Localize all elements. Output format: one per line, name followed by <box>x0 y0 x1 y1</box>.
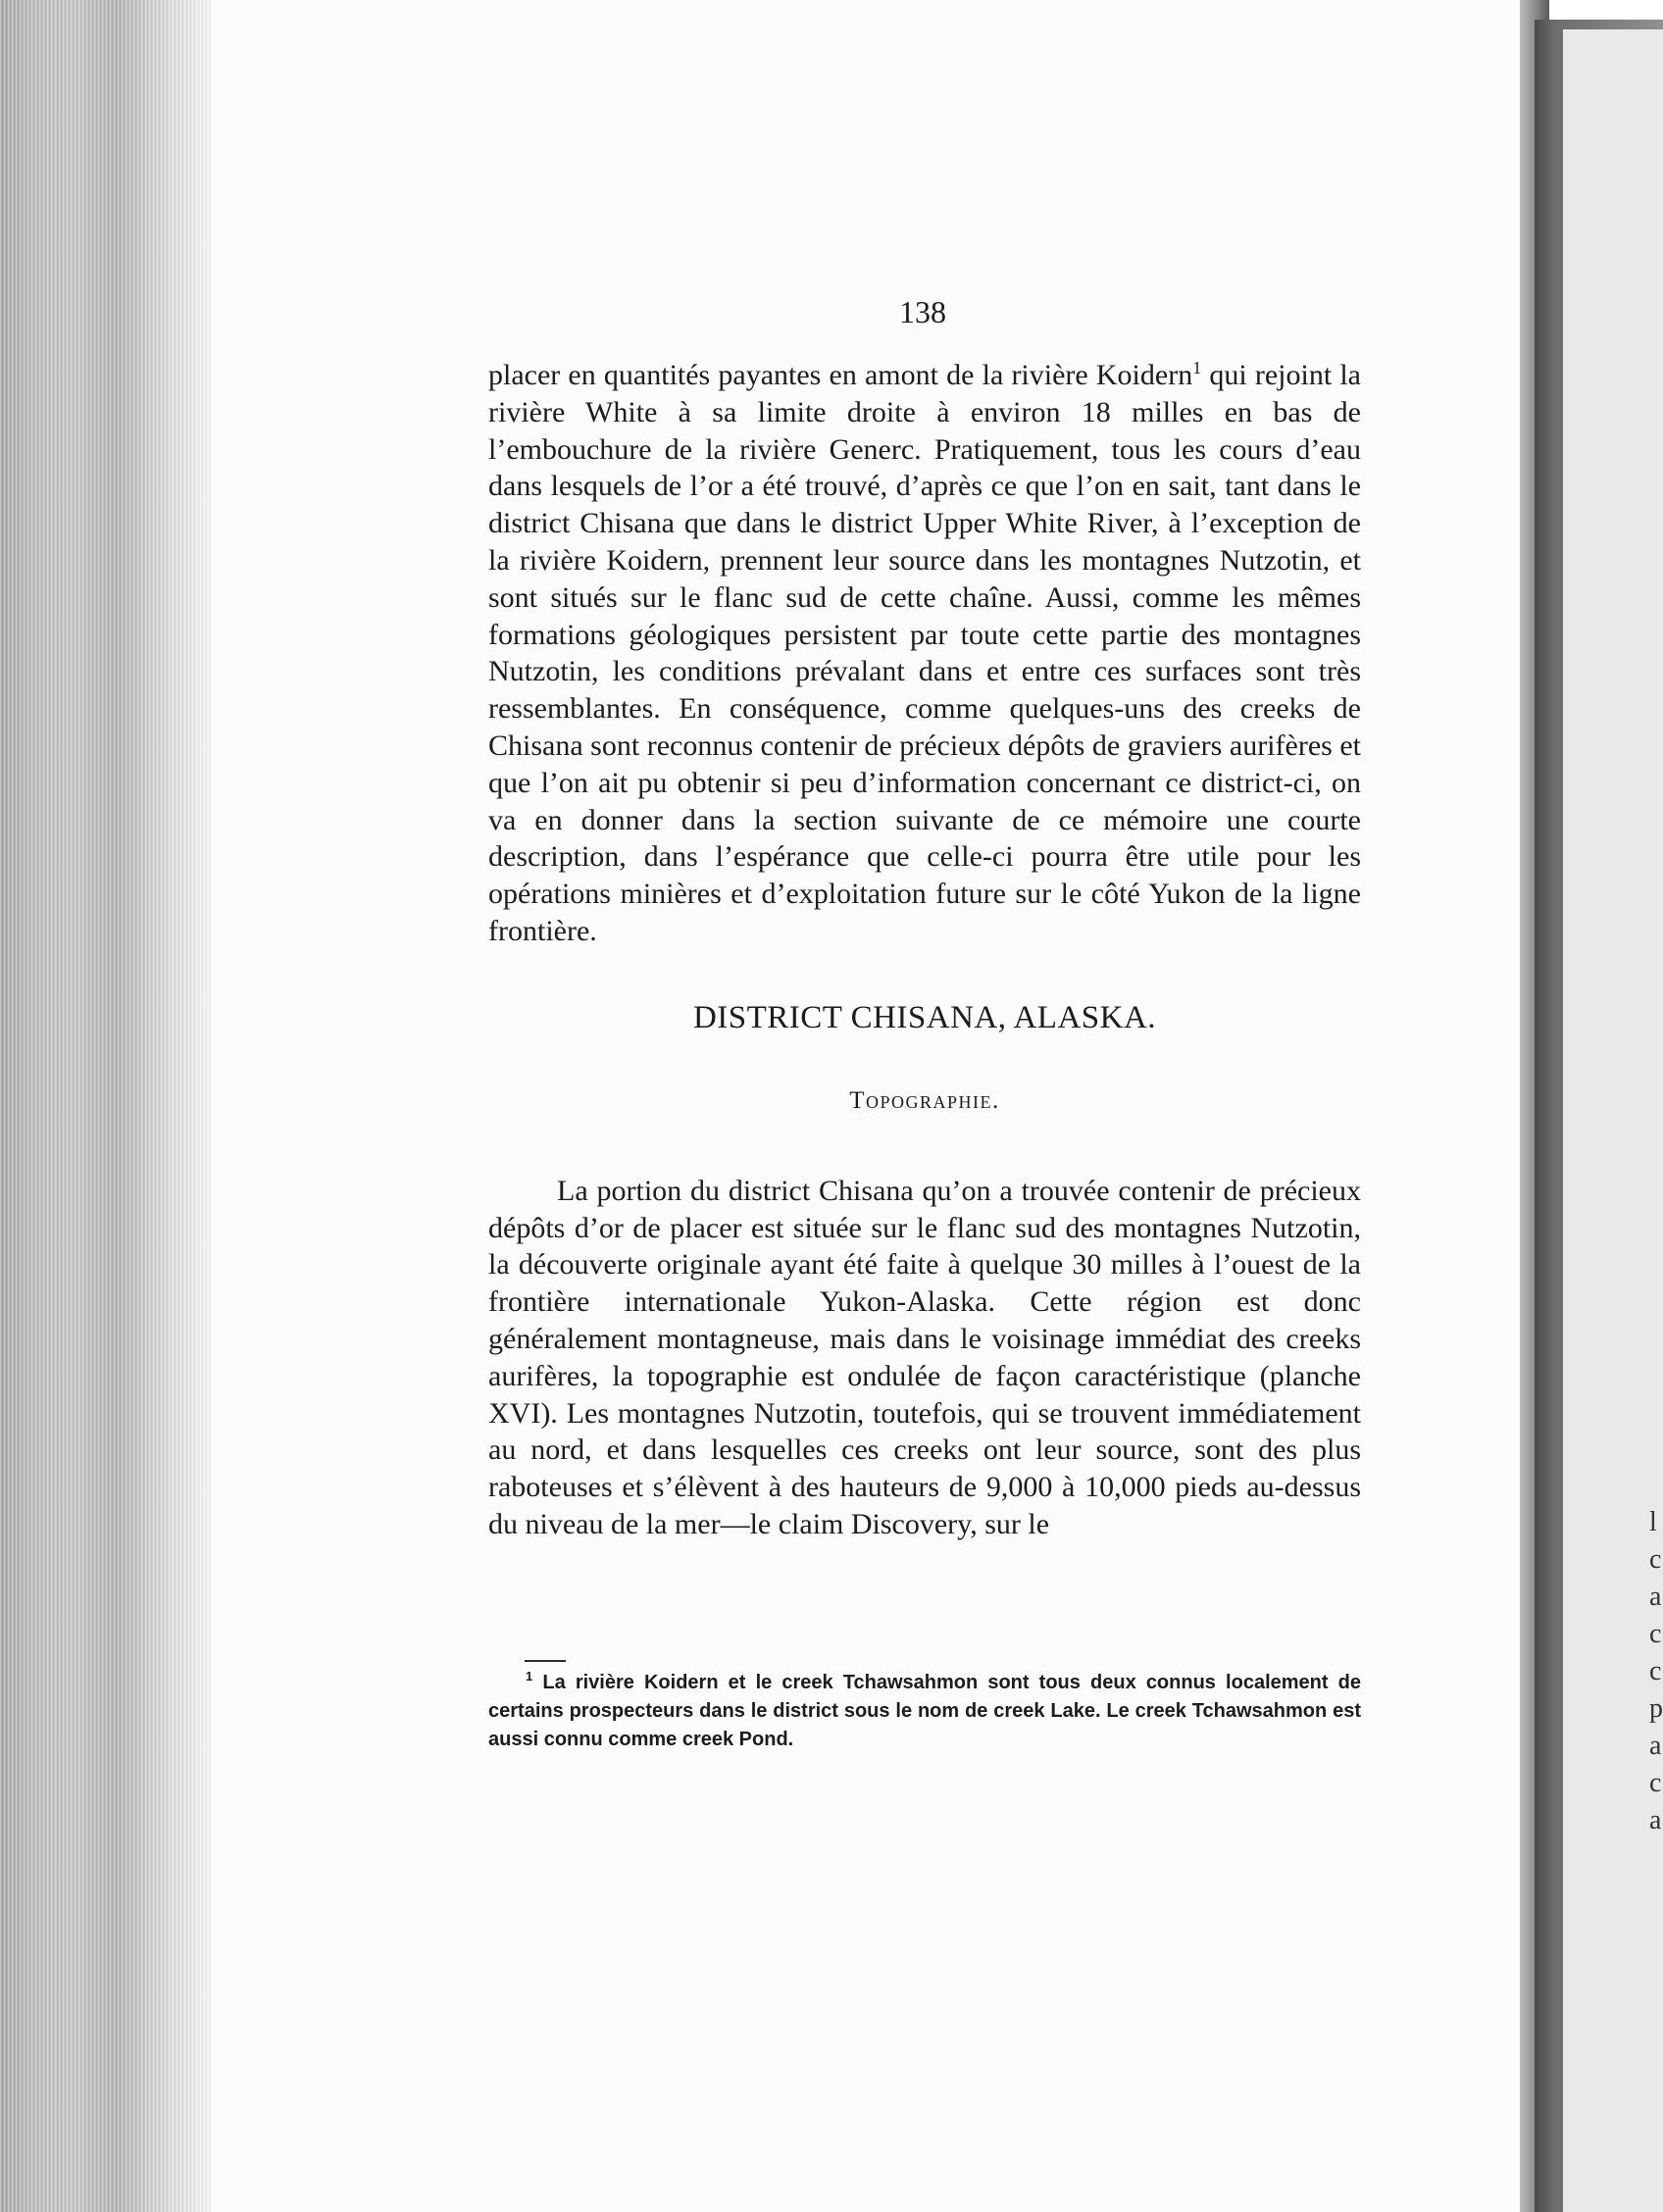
next-page-edge <box>1563 29 1663 2212</box>
paragraph-text: placer en quantités payantes en amont de la rivière Koidern <box>488 359 1193 391</box>
next-page-letter: l <box>1649 1507 1657 1537</box>
footnote-divider <box>525 1660 566 1662</box>
next-page-letter: a <box>1649 1731 1662 1761</box>
next-page-text-fragment <box>1649 1504 1663 1839</box>
next-page-letter: c <box>1649 1656 1662 1686</box>
next-page-letter: c <box>1649 1619 1662 1649</box>
main-text-column <box>488 357 1361 1543</box>
footnote-marker: 1 <box>526 1669 533 1684</box>
next-page-letter: a <box>1649 1805 1662 1835</box>
footnote-reference: 1 <box>1192 358 1202 378</box>
subsection-heading: Topographie. <box>849 1086 1000 1114</box>
next-page-letter: c <box>1649 1768 1662 1798</box>
stacked-page-edges <box>0 0 211 2212</box>
page-number: 138 <box>899 294 946 329</box>
footnote <box>488 1669 1361 1754</box>
next-page-letter: a <box>1649 1582 1662 1612</box>
next-page-letter: p <box>1649 1693 1663 1724</box>
body-paragraph: La portion du district Chisana qu’on a trouvée contenir de précieux dépôts d’or de placer est située sur le flanc sud des montagnes Nutzotin, la découverte originale ayant été faite à quelque 30 milles à l’ouest de la frontière internationale Yukon-Alaska. Cette région est donc généralement montagneuse, mais dans le voisinage immédiat des creeks aurifères, la topographie est ondulée de façon caractéristique (planche XVI). Les montagnes Nutzotin, toutefois, qui se trouvent immédiatement au nord, et dans lesquelles ces creeks ont leur source, sont des plus raboteuses et s’élèvent à des hauteurs de 9,000 à 10,000 pieds au-dessus du niveau de la mer—le claim Discovery, sur le <box>488 1174 1361 1540</box>
body-paragraph <box>488 357 1361 950</box>
footnote-text: La rivière Koidern et le creek Tchawsahmon sont tous deux connus localement de certains prospecteurs dans le district sous le nom de creek Lake. Le creek Tchawsahmon est aussi connu comme creek Pond. <box>488 1672 1361 1750</box>
paragraph-text-continued: qui rejoint la rivière White à sa limite droite à environ 18 milles en bas de l’embouchure de la rivière Generc. Pratiquement, tous les cours d’eau dans lesquels de l’or a été trouvé, d’après ce que l’on en sait, tant dans le district Chisana que dans le district Upper White River, à l’exception de la rivière Koidern, prennent leur source dans les montagnes Nutzotin, et sont situés sur le flanc sud de cette chaîne. Aussi, comme les mêmes formations géologiques persistent par toute cette partie des montagnes Nutzotin, les conditions prévalant dans et entre ces surfaces sont très ressemblantes. En conséquence, comme quelques-uns des creeks de Chisana sont reconnus contenir de précieux dépôts de graviers aurifères et que l’on ait pu obtenir si peu d’information concernant ce district-ci, on va en donner dans la section suivante de ce mémoire une courte description, dans l’espérance que celle-ci pourra être utile pour les opérations minières et d’exploitation future sur le côté Yukon de la ligne frontière. <box>488 359 1361 947</box>
next-page-letter: c <box>1649 1544 1662 1575</box>
section-heading: DISTRICT CHISANA, ALASKA. <box>692 999 1157 1035</box>
